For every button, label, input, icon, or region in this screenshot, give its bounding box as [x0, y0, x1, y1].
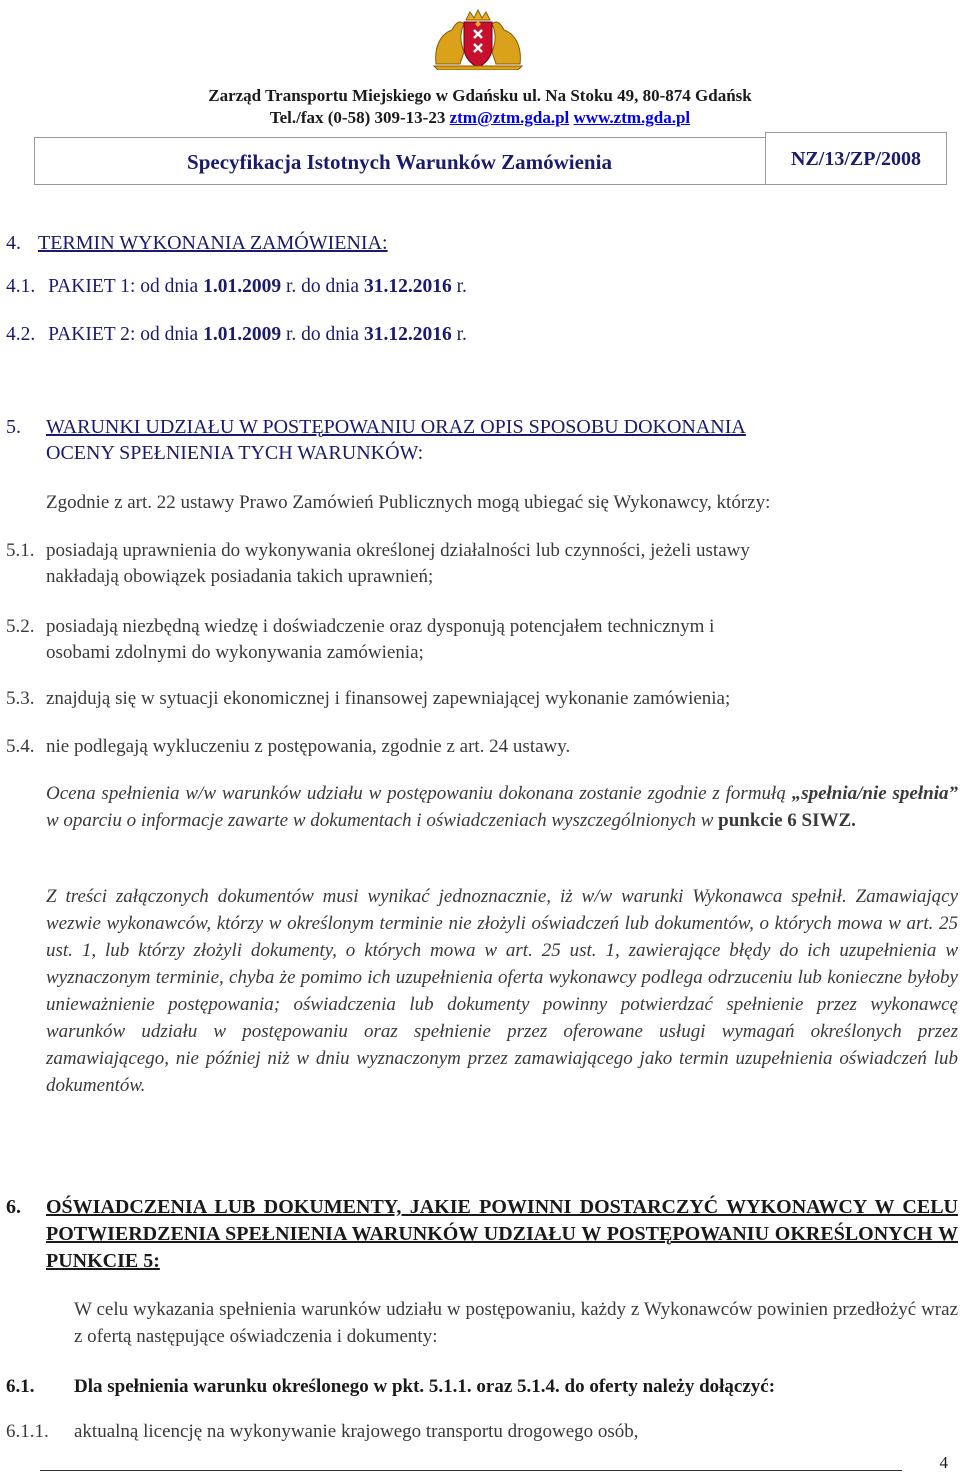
section4-number: 4. — [6, 232, 21, 254]
section6-1-num: 6.1. — [6, 1376, 35, 1397]
section5-item-1-num: 5.1. — [6, 540, 35, 561]
section5-item-2: posiadają niezbędną wiedzę i doświadczenie oraz dysponują potencjałem technicznym i osobami zdolnymi do wykonywania zamówienia; — [46, 616, 715, 663]
section5-heading: WARUNKI UDZIAŁU W POSTĘPOWANIU ORAZ OPIS SPOSOBU DOKONANIA OCENY SPEŁNIENIA TYCH WARUNKÓW: — [46, 416, 746, 464]
assessment-paragraph: Ocena spełnienia w/w warunków udziału w postępowaniu dokonana zostanie zgodnie z formułą „spełnia/nie spełnia” w oparciu o informacje zawarte w dokumentach i oświadczeniach wyszczególnionych w punkcie 6 SIWZ. — [46, 783, 958, 831]
section6-1-title: Dla spełnienia warunku określonego w pkt. 5.1.1. oraz 5.1.4. do oferty należy dołączyć: — [74, 1376, 776, 1397]
spec-title: Specyfikacja Istotnych Warunków Zamówienia — [187, 150, 612, 174]
section6-intro: W celu wykazania spełnienia warunków udziału w postępowaniu, każdy z Wykonawców powinien przedłożyć wraz z ofertą następujące oświadczenia i dokumenty: — [74, 1299, 958, 1347]
header-contact — [0, 108, 960, 128]
header-address: Zarząd Transportu Miejskiego w Gdańsku ul. Na Stoku 49, 80-874 Gdańsk — [208, 86, 752, 105]
spec-code: NZ/13/ZP/2008 — [790, 148, 921, 170]
section6-number: 6. — [6, 1196, 21, 1218]
header-website-link[interactable]: www.ztm.gda.pl — [573, 108, 691, 127]
section5-item-4-num: 5.4. — [6, 736, 35, 757]
header-phone: Tel./fax (0-58) 309-13-23 — [269, 108, 450, 127]
section5-heading-num: 5. — [6, 416, 21, 438]
section4-heading — [6, 230, 388, 256]
header-email-link[interactable]: ztm@ztm.gda.pl — [449, 108, 570, 127]
section5-item-3-num: 5.3. — [6, 688, 35, 709]
coat-of-arms-logo — [430, 8, 526, 70]
section5-intro: Zgodnie z art. 22 ustawy Prawo Zamówień Publicznych mogą ubiegać się Wykonawcy, którzy: — [46, 492, 771, 513]
documents-paragraph: Z treści załączonych dokumentów musi wynikać jednoznacznie, iż w/w warunki Wykonawca spełnił. Zamawiający wezwie wykonawców, którzy w określonym terminie nie złożyli oświadczeń lub dokumentów, o których mowa w art. 25 ust. 1, lub którzy złożyli dokumenty, o których mowa w art. 25 ust. 1, zawierające błędy do ich uzupełnienia w wyznaczonym terminie, chyba że pomimo ich uzupełnienia oferta wykonawcy podlega odrzuceniu lub konieczne byłoby unieważnienie postępowania; oświadczenia lub dokumenty powinny potwierdzać spełnienie przez wykonawcę warunków udziału w postępowaniu oraz spełnienie przez oferowane usługi wymagań określonych przez zamawiającego, nie później niż w dniu wyznaczonym przez zamawiającego jako termin uzupełnienia oświadczeń lub dokumentów. — [46, 886, 958, 1096]
section5-item-4: nie podlegają wykluczeniu z postępowania, zgodnie z art. 24 ustawy. — [46, 736, 571, 757]
section4-item-1: 4.1. PAKIET 1: od dnia 1.01.2009 r. do dnia 31.12.2016 r. — [6, 276, 467, 297]
section6-1-1-text: aktualną licencję na wykonywanie krajowego transportu drogowego osób, — [74, 1421, 639, 1442]
section4-title: TERMIN WYKONANIA ZAMÓWIENIA: — [38, 232, 388, 254]
page-number: 4 — [939, 1453, 948, 1472]
section5-item-1: posiadają uprawnienia do wykonywania określonej działalności lub czynności, jeżeli ustawy nakładają obowiązek posiadania takich uprawnień; — [46, 540, 750, 587]
section4-item-2: 4.2. PAKIET 2: od dnia 1.01.2009 r. do dnia 31.12.2016 r. — [6, 324, 467, 345]
section6-1-1-num: 6.1.1. — [6, 1421, 49, 1442]
section5-item-2-num: 5.2. — [6, 616, 35, 637]
section6-title: OŚWIADCZENIA LUB DOKUMENTY, JAKIE POWINNI DOSTARCZYĆ WYKONAWCY W CELU POTWIERDZENIA SPEŁNIENIA WARUNKÓW UDZIAŁU W POSTĘPOWANIU OKREŚLONYCH W PUNKCIE 5: — [46, 1196, 958, 1272]
section5-item-3: znajdują się w sytuacji ekonomicznej i finansowej zapewniającej wykonanie zamówienia; — [46, 688, 731, 709]
footer-divider — [40, 1470, 902, 1471]
